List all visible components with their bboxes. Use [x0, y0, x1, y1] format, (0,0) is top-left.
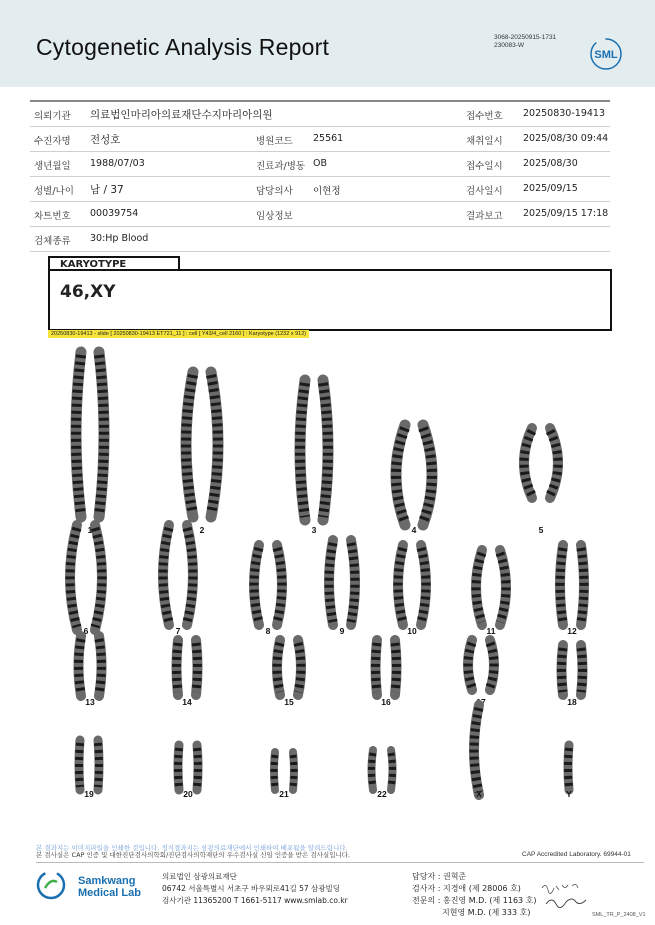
chromosome-label-12: 12: [567, 626, 577, 636]
report-title: Cytogenetic Analysis Report: [36, 34, 330, 60]
chromosome-label-15: 15: [284, 697, 294, 707]
dept-label: 진료과/병동: [256, 161, 306, 172]
chromosome-label-4: 4: [411, 525, 417, 535]
chromosome-label-19: 19: [84, 789, 94, 799]
chromosome-label-2: 2: [199, 525, 205, 535]
chromosome-3-2: [323, 380, 328, 520]
chromosome-bands-6-2: [95, 528, 102, 627]
chromosome-pair-17: [468, 640, 494, 707]
chromosome-7-2: [187, 525, 193, 625]
chromosome-label-6: 6: [83, 626, 89, 636]
chart-value: 00039754: [90, 208, 139, 219]
staff-examiner: 검사자 : 지경애 (제 28006 호): [412, 884, 521, 893]
footer-org-address: 06742 서울특별시 서초구 바우뫼로41길 57 삼광빌딩: [162, 884, 341, 893]
signature-image: [540, 880, 590, 910]
chromosome-label-18: 18: [567, 697, 577, 707]
karyotype-result-box: [48, 269, 612, 331]
chromosome-label-3: 3: [311, 525, 317, 535]
chromosome-pair-5: [524, 428, 558, 535]
chromosome-pair-7: [163, 525, 193, 636]
specimen-label: 검체종류: [34, 236, 71, 247]
receipt-date-label: 접수일시: [466, 161, 503, 172]
chromosome-pair-1: [76, 352, 104, 535]
footer-divider: [36, 862, 644, 863]
chromosome-pair-8: [254, 545, 282, 636]
chromosome-label-11: 11: [486, 626, 496, 636]
info-row-dob: [30, 152, 610, 177]
sex-age-label: 성별/나이: [34, 186, 74, 197]
report-label: 결과보고: [466, 211, 503, 222]
chromosome-label-5: 5: [538, 525, 544, 535]
staff-specialist-1: 전문의 : 홍진영 M.D. (제 1163 호): [412, 896, 537, 905]
chromosome-label-8: 8: [265, 626, 271, 636]
info-row-name: [30, 127, 610, 152]
samkwang-logo-icon: [36, 870, 66, 900]
chromosome-pair-10: [398, 545, 426, 636]
chromosome-pair-14: [177, 640, 198, 707]
karyogram-image: [0, 340, 655, 810]
chromosome-label-13: 13: [85, 697, 95, 707]
chromosome-pair-22: [372, 750, 393, 799]
chromosome-label-17: 17: [476, 697, 486, 707]
name-label: 수진자명: [34, 136, 71, 147]
sml-logo: [588, 36, 624, 72]
cap-accreditation: CAP Accredited Laboratory. 69944-01: [522, 851, 631, 858]
document-id: SML_TR_P_2408_V1: [592, 912, 646, 918]
document-code-1: 3068-20250915-1731: [494, 34, 557, 41]
chromosome-label-16: 16: [381, 697, 391, 707]
dept-value: OB: [313, 158, 327, 169]
dob-label: 생년월일: [34, 161, 71, 172]
chromosome-label-10: 10: [407, 626, 417, 636]
document-codes: [494, 34, 556, 50]
patient-info-table: [30, 100, 610, 252]
dob-value: 1988/07/03: [90, 158, 145, 169]
chromosome-pair-18: [562, 645, 583, 707]
chromosome-3-1: [300, 380, 305, 520]
collect-label: 채취일시: [466, 136, 503, 147]
institution-value: 의료법인마리아의료재단수지마리아의원: [90, 109, 273, 121]
footer-brand-line2: Medical Lab: [78, 887, 141, 899]
doctor-label: 담당의사: [256, 186, 293, 197]
name-value: 전성호: [90, 134, 121, 146]
chromosome-label-21: 21: [279, 789, 289, 799]
chromosome-13-2: [99, 636, 102, 696]
chromosome-pair-12: [560, 545, 584, 636]
receipt-no-label: 접수번호: [466, 111, 503, 122]
chromosome-pair-11: [476, 550, 506, 636]
chromosome-label-7: 7: [175, 626, 181, 636]
chart-label: 차트번호: [34, 211, 71, 222]
receipt-no-value: 20250830-19413: [523, 108, 606, 119]
chromosome-pair-3: [300, 380, 328, 535]
footer-org-name: 의료법인 삼광의료재단: [162, 872, 237, 881]
staff-specialist-2: 지현영 M.D. (제 333 호): [442, 908, 531, 917]
footer-note-accreditation: 본 검사실은 CAP 인증 및 대한진단검사의학회/진단검사의학재단의 우수검사실 신임 인증을 받은 검사실입니다.: [36, 851, 351, 859]
document-code-2: 230083-W: [494, 42, 524, 49]
exam-value: 2025/09/15: [523, 183, 578, 194]
chromosome-label-1: 1: [87, 525, 93, 535]
chromosome-pair-20: [178, 745, 198, 799]
karyotype-result: 46,XY: [60, 282, 116, 302]
chromosome-pair-4: [396, 425, 432, 535]
chromosome-pair-9: [329, 540, 355, 636]
hospital-code-value: 25561: [313, 133, 344, 144]
footer-org-contact: 검사기관 11365200 T 1661-5117 www.smlab.co.kr: [162, 896, 348, 905]
sml-logo-text: SML: [594, 49, 618, 61]
institution-label: 의뢰기관: [34, 111, 71, 122]
collect-value: 2025/08/30 09:44: [523, 133, 609, 144]
footer-brand-line1: Samkwang: [78, 875, 136, 887]
karyotype-meta: 20250830-19413 - slide [ 20250830-19413 ET721_11 ] : cell [ Y43/4_cell 2160 ] : Karyotype (1232 x 912): [48, 330, 309, 338]
footer-note-print: 본 결과지는 이미지파일을 인쇄한 것입니다. 정식결과지는 삼광의료재단에서 인쇄하여 배포됨을 알려드립니다.: [36, 844, 348, 852]
chromosome-pair-13: [79, 636, 102, 707]
clinical-label: 임상정보: [256, 211, 293, 222]
chromosome-pair-2: [186, 372, 218, 535]
chromosome-label-20: 20: [183, 789, 193, 799]
report-value: 2025/09/15 17:18: [523, 208, 609, 219]
info-row-institution: [30, 100, 610, 127]
chromosome-pair-15: [277, 640, 301, 707]
karyotype-tab-label: KARYOTYPE: [48, 256, 180, 271]
chromosome-pair-X: [474, 705, 482, 799]
sex-age-value: 남 / 37: [90, 184, 124, 196]
chromosome-pair-19: [79, 740, 99, 799]
chromosome-pair-16: [376, 640, 397, 707]
chromosome-label-22: 22: [377, 789, 387, 799]
hospital-code-label: 병원코드: [256, 136, 293, 147]
chromosome-label-14: 14: [182, 697, 192, 707]
chromosome-label-X: X: [476, 789, 482, 799]
chromosome-13-1: [79, 636, 82, 696]
chromosome-7-1: [163, 525, 169, 625]
receipt-date-value: 2025/08/30: [523, 158, 578, 169]
specimen-value: 30:Hp Blood: [90, 233, 149, 244]
chromosome-label-Y: Y: [566, 789, 572, 799]
footer-organization: [162, 871, 348, 907]
exam-label: 검사일시: [466, 186, 503, 197]
chromosome-label-9: 9: [339, 626, 345, 636]
doctor-value: 이현정: [313, 186, 341, 197]
info-row-chart: [30, 202, 610, 227]
footer-staff: [412, 871, 537, 919]
chromosome-pair-Y: [566, 745, 572, 799]
info-row-sex-age: [30, 177, 610, 202]
chromosome-pair-6: [70, 525, 102, 636]
footer-brand: [78, 875, 141, 899]
info-row-specimen: [30, 227, 610, 252]
chromosome-bands-6-1: [70, 528, 77, 627]
staff-manager: 담당자 : 권혁준: [412, 872, 467, 881]
chromosome-pair-21: [274, 752, 294, 799]
